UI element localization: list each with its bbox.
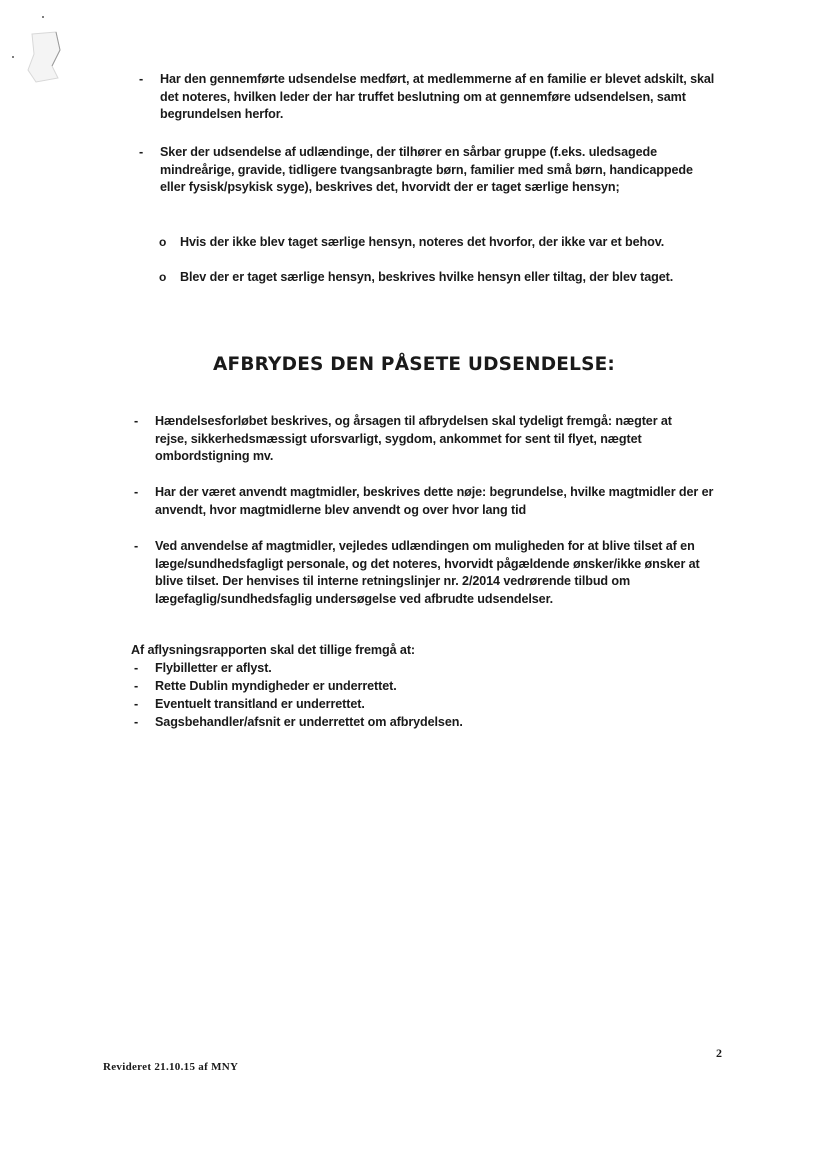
bullet-event-sequence: Hændelsesforløbet beskrives, og årsagen til afbrydelsen skal tydeligt fremgå: nægter at rejse, sikkerhedsmæssigt uforsvarligt, sygdom, ankommet for sent til flyet, nægtet ombordstigning mv.: [155, 414, 672, 464]
bullet-dash: -: [134, 485, 139, 499]
sub-bullet-marker: o: [159, 270, 167, 284]
sub-bullet-considerations-taken: Blev der er taget særlige hensyn, beskrives hvilke hensyn eller tiltag, der blev taget.: [180, 270, 674, 284]
scan-speck: [42, 16, 44, 18]
revision-note: Revideret 21.10.15 af MNY: [103, 1061, 239, 1073]
cancellation-item-tickets: Flybilletter er aflyst.: [155, 661, 272, 675]
bullet-dash: -: [134, 539, 139, 553]
bullet-dash: -: [139, 72, 144, 86]
bullet-dash: -: [134, 661, 139, 675]
page-number: 2: [716, 1046, 722, 1060]
bullet-dash: -: [134, 679, 139, 693]
bullet-dash: -: [134, 697, 139, 711]
cancellation-item-transit: Eventuelt transitland er underrettet.: [155, 697, 365, 711]
bullet-dash: -: [139, 145, 144, 159]
sub-bullet-no-considerations: Hvis der ikke blev taget særlige hensyn, noteres det hvorfor, der ikke var et behov.: [180, 235, 665, 249]
cancellation-item-caseworker: Sagsbehandler/afsnit er underrettet om afbrydelsen.: [155, 715, 463, 729]
bullet-vulnerable-group: Sker der udsendelse af udlændinge, der tilhører en sårbar gruppe (f.eks. uledsagede mindreårige, gravide, tidligere tvangsanbragte børn, familier med små børn, handicappede eller fysisk/psykisk syge), beskrives det, hvorvidt der er taget særlige hensyn;: [160, 145, 693, 195]
bullet-dash: -: [134, 414, 139, 428]
bullet-dash: -: [134, 715, 139, 729]
scan-speck: [12, 56, 14, 58]
bullet-force-used: Har der været anvendt magtmidler, beskrives dette nøje: begrundelse, hvilke magtmidler der er anvendt, hvor magtmidlerne blev anvendt og over hvor lang tid: [155, 485, 714, 517]
scan-artifact: [22, 30, 62, 84]
bullet-family-separated: Har den gennemførte udsendelse medført, at medlemmerne af en familie er blevet adskilt, skal det noteres, hvilken leder der har truffet beslutning om at gennemføre udsendelsen, samt begrundelsen herfor.: [160, 72, 715, 122]
cancellation-intro: Af aflysningsrapporten skal det tillige fremgå at:: [131, 643, 416, 657]
section-heading: AFBRYDES DEN PÅSETE UDSENDELSE:: [212, 354, 616, 375]
cancellation-item-dublin: Rette Dublin myndigheder er underrettet.: [155, 679, 397, 693]
bullet-medical-examination: Ved anvendelse af magtmidler, vejledes udlændingen om muligheden for at blive tilset af en læge/sundhedsfagligt personale, og det noteres, hvorvidt pågældende ønsker/ikke ønsker at blive tilset. Der henvises til interne retningslinjer nr. 2/2014 vedrørende tilbud om lægefaglig/sundhedsfaglig undersøgelse ved afbrudte udsendelser.: [155, 539, 700, 606]
sub-bullet-marker: o: [159, 235, 167, 249]
